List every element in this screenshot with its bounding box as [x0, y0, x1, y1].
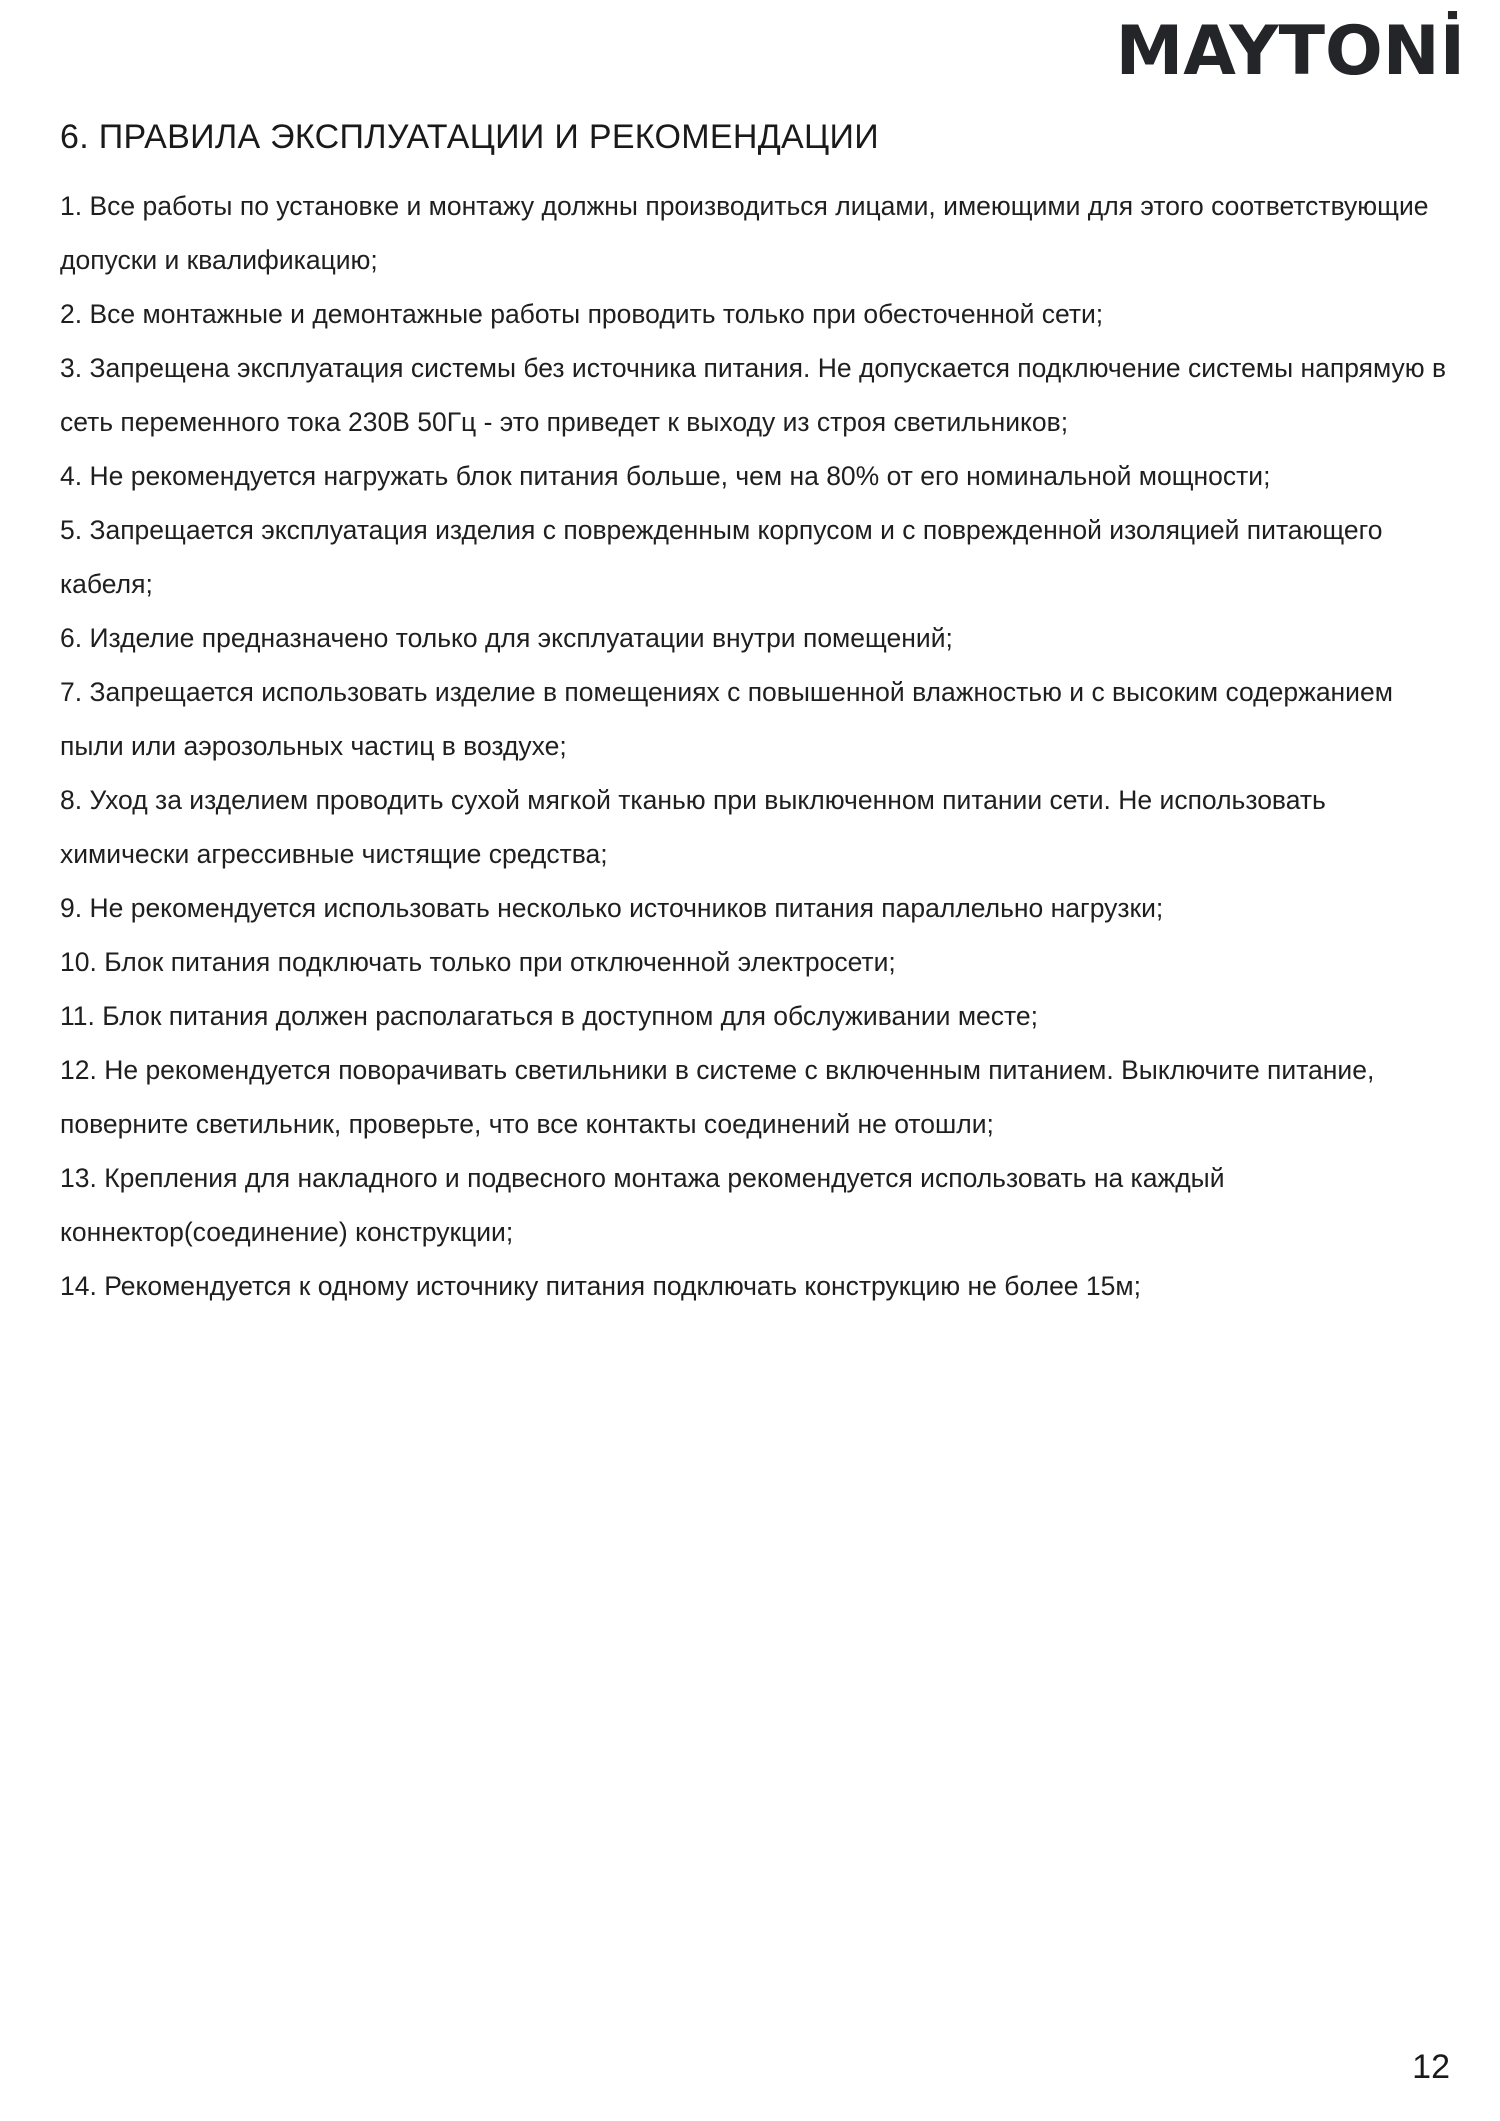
rule-item: 1. Все работы по установке и монтажу должны производиться лицами, имеющими для этого соответствующие допуски и квалификацию;: [60, 191, 1429, 275]
rule-item: 6. Изделие предназначено только для эксплуатации внутри помещений;: [60, 623, 953, 653]
section-heading: 6. ПРАВИЛА ЭКСПЛУАТАЦИИ И РЕКОМЕНДАЦИИ: [60, 118, 879, 156]
rule-item: 5. Запрещается эксплуатация изделия с поврежденным корпусом и с поврежденной изоляцией питающего кабеля;: [60, 515, 1383, 599]
rule-item: 9. Не рекомендуется использовать несколько источников питания параллельно нагрузки;: [60, 893, 1164, 923]
rule-item: 13. Крепления для накладного и подвесного монтажа рекомендуется использовать на каждый коннектор(соединение) конструкции;: [60, 1163, 1225, 1247]
rule-item: 10. Блок питания подключать только при отключенной электросети;: [60, 947, 896, 977]
rule-item: 12. Не рекомендуется поворачивать светильники в системе с включенным питанием. Выключите питание, поверните светильник, проверьте, что все контакты соединений не отошли;: [60, 1055, 1375, 1139]
page-number: 12: [1412, 2048, 1450, 2086]
rule-item: 14. Рекомендуется к одному источнику питания подключать конструкцию не более 15м;: [60, 1271, 1141, 1301]
rules-list: [60, 179, 1452, 1313]
rule-item: 3. Запрещена эксплуатация системы без источника питания. Не допускается подключение системы напрямую в сеть переменного тока 230В 50Гц - это приведет к выходу из строя светильников;: [60, 353, 1447, 437]
rule-item: 7. Запрещается использовать изделие в помещениях с повышенной влажностью и с высоким содержанием пыли или аэрозольных частиц в воздухе;: [60, 677, 1393, 761]
maytoni-logo: MAYTONİ: [1115, 12, 1465, 91]
rule-item: 8. Уход за изделием проводить сухой мягкой тканью при выключенном питании сети. Не использовать химически агрессивные чистящие средства;: [60, 785, 1326, 869]
rule-item: 2. Все монтажные и демонтажные работы проводить только при обесточенной сети;: [60, 299, 1104, 329]
rule-item: 4. Не рекомендуется нагружать блок питания больше, чем на 80% от его номинальной мощности;: [60, 461, 1271, 491]
page-content: [60, 118, 1452, 1313]
rule-item: 11. Блок питания должен располагаться в доступном для обслуживании месте;: [60, 1001, 1038, 1031]
